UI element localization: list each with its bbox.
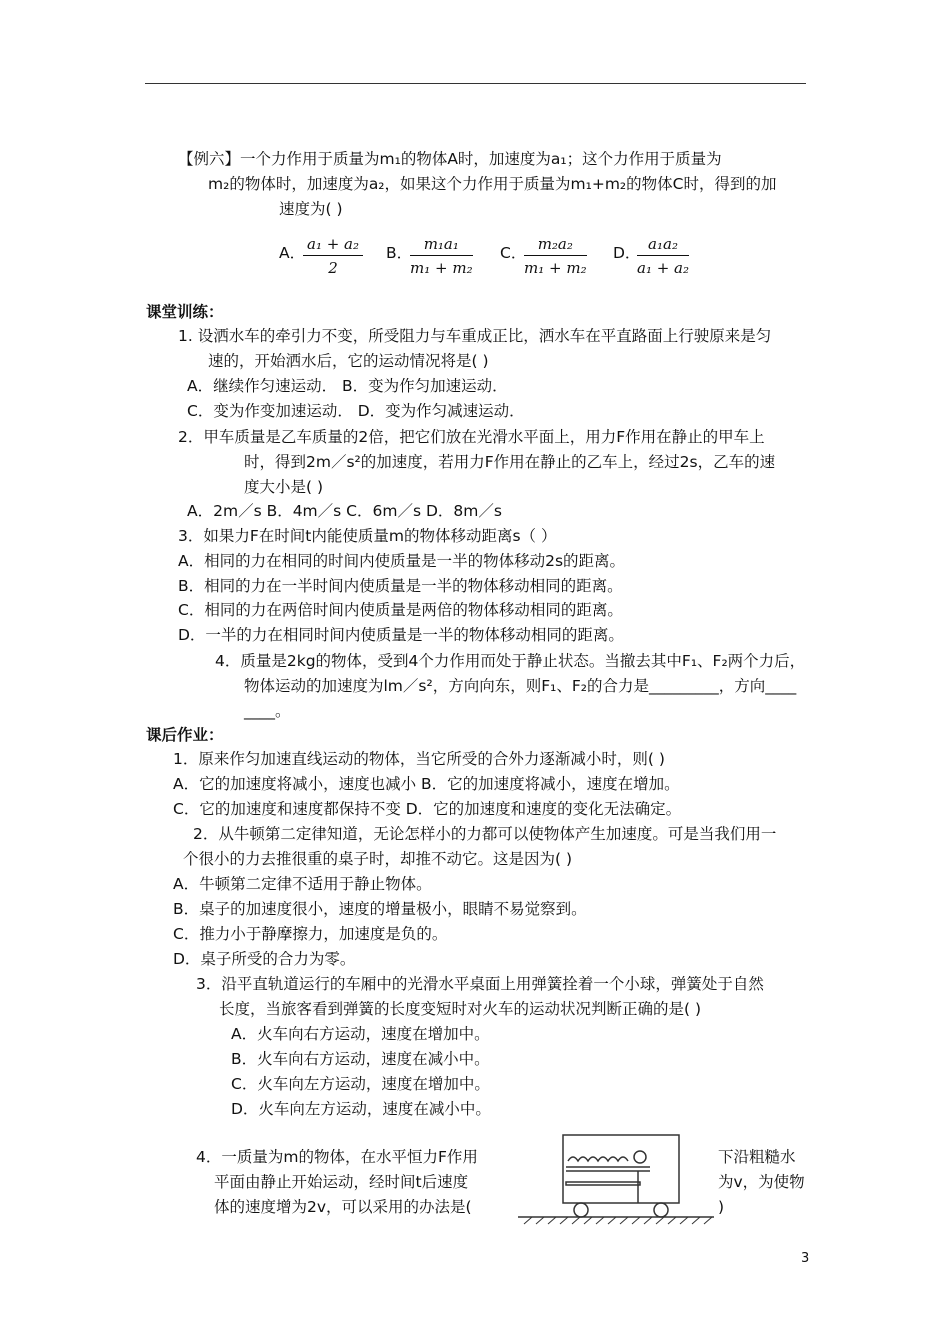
ball (634, 1151, 646, 1163)
option-a-label: A． (279, 244, 306, 262)
hw-q4-right-line3: ) (718, 1198, 725, 1216)
option-c-fraction (524, 235, 587, 277)
option-d-numerator: a₁a₂ (637, 235, 689, 256)
hw-q2-line2: 个很小的力去推很重的桌子时，却推不动它。这是因为( ) (183, 850, 573, 868)
table-shelf (566, 1182, 640, 1185)
ground-hatching (524, 1217, 712, 1224)
hw-q1-options-ab: A．它的加速度将减小，速度也减小 B．它的加速度将减小，速度在增加。 (173, 775, 680, 793)
spring-coil (568, 1157, 628, 1161)
option-b-numerator: m₁a₁ (410, 235, 473, 256)
hw-q3-option-b: B．火车向右方运动，速度在减小中。 (231, 1050, 490, 1068)
cw-q2-line2: 时，得到2m／s²的加速度，若用力F作用在静止的乙车上，经过2s，乙车的速 (244, 453, 776, 471)
cw-q3-option-d: D．一半的力在相同时间内使质量是一半的物体移动相同的距离。 (178, 626, 624, 644)
cw-q3-line1: 3．如果力F在时间t内能使质量m的物体移动距离s（ ） (178, 527, 557, 545)
page-number: 3 (801, 1251, 810, 1266)
example6-line3: 速度为( ) (279, 200, 343, 218)
hw-q2-option-a: A．牛顿第二定律不适用于静止物体。 (173, 875, 432, 893)
cw-q1-options-ab: A．继续作匀速运动． B．变为作匀加速运动． (187, 377, 508, 395)
hw-q4-left-line1: 4．一质量为m的物体，在水平恒力F作用 (196, 1148, 478, 1166)
hw-q2-option-b: B．桌子的加速度很小，速度的增量极小，眼睛不易觉察到。 (173, 900, 587, 918)
homework-heading: 课后作业： (146, 726, 224, 744)
cw-q3-option-b: B．相同的力在一半时间内使质量是一半的物体移动相同的距离。 (178, 577, 623, 595)
option-b-denominator: m₁ + m₂ (410, 259, 473, 277)
hw-q3-line2: 长度，当旅客看到弹簧的长度变短时对火车的运动状况判断正确的是( ) (219, 1000, 702, 1018)
header-rule (145, 83, 806, 84)
wheel-left (574, 1203, 588, 1217)
hw-q3-option-c: C．火车向左方运动，速度在增加中。 (231, 1075, 490, 1093)
hw-q4-left-line2: 平面由静止开始运动，经时间t后速度 (214, 1173, 469, 1191)
option-a-fraction (303, 235, 363, 277)
cw-q2-line3: 度大小是( ) (244, 478, 324, 496)
cw-q4-line2: 物体运动的加速度为lm／s²，方向向东，则F₁、F₂的合力是_________，方向____ (244, 677, 797, 695)
car-body (563, 1135, 679, 1203)
option-a-denominator: 2 (328, 259, 338, 277)
hw-q4-right-line1: 下沿粗糙水 (718, 1148, 796, 1166)
option-c-label: C． (500, 244, 527, 262)
cw-q3-option-a: A．相同的力在相同的时间内使质量是一半的物体移动2s的距离。 (178, 552, 626, 570)
hw-q2-option-c: C．推力小于静摩擦力，加速度是负的。 (173, 925, 448, 943)
example6-line1: 【例六】一个力作用于质量为m₁的物体A时，加速度为a₁；这个力作用于质量为 (178, 150, 722, 168)
hw-q2-option-d: D．桌子所受的合力为零。 (173, 950, 356, 968)
wheel-right (654, 1203, 668, 1217)
cw-q4-line3: ____。 (244, 702, 291, 720)
option-b-label: B． (386, 244, 413, 262)
cw-q1-line1: 1. 设洒水车的牵引力不变，所受阻力与车重成正比，洒水车在平直路面上行驶原来是匀 (178, 327, 772, 345)
classwork-heading: 课堂训练： (146, 303, 224, 321)
cw-q2-line1: 2．甲车质量是乙车质量的2倍，把它们放在光滑水平面上，用力F作用在静止的甲车上 (178, 428, 765, 446)
option-b-fraction (410, 235, 473, 277)
hw-q3-option-a: A．火车向右方运动，速度在增加中。 (231, 1025, 490, 1043)
hw-q1-options-cd: C．它的加速度和速度都保持不变 D．它的加速度和速度的变化无法确定。 (173, 800, 682, 818)
hw-q2-line1: 2．从牛顿第二定律知道，无论怎样小的力都可以使物体产生加速度。可是当我们用一 (193, 825, 777, 843)
option-d-denominator: a₁ + a₂ (637, 259, 690, 277)
option-c-denominator: m₁ + m₂ (524, 259, 587, 277)
option-c-numerator: m₂a₂ (524, 235, 587, 256)
hw-q1-line1: 1．原来作匀加速直线运动的物体，当它所受的合外力逐渐减小时，则( ) (173, 750, 665, 768)
cw-q1-options-cd: C．变为作变加速运动． D．变为作匀减速运动． (187, 402, 525, 420)
hw-q4-left-line3: 体的速度增为2v，可以采用的办法是( (214, 1198, 472, 1216)
train-car-figure (516, 1130, 716, 1225)
cw-q1-line2: 速的，开始洒水后，它的运动情况将是( ) (208, 352, 489, 370)
hw-q3-option-d: D．火车向左方运动，速度在减小中。 (231, 1100, 491, 1118)
cw-q3-option-c: C．相同的力在两倍时间内使质量是两倍的物体移动相同的距离。 (178, 601, 623, 619)
cw-q2-options: A．2m／s B．4m／s C．6m／s D．8m／s (187, 502, 502, 520)
option-d-fraction (637, 235, 689, 277)
option-d-label: D． (613, 244, 641, 262)
option-a-numerator: a₁ + a₂ (303, 235, 363, 256)
example6-line2: m₂的物体时，加速度为a₂，如果这个力作用于质量为m₁+m₂的物体C时，得到的加 (208, 175, 777, 193)
cw-q4-line1: 4．质量是2kg的物体，受到4个力作用而处于静止状态。当撤去其中F₁、F₂两个力后， (215, 652, 806, 670)
hw-q3-line1: 3．沿平直轨道运行的车厢中的光滑水平桌面上用弹簧拴着一个小球，弹簧处于自然 (196, 975, 764, 993)
hw-q4-right-line2: 为v，为使物 (718, 1173, 805, 1191)
